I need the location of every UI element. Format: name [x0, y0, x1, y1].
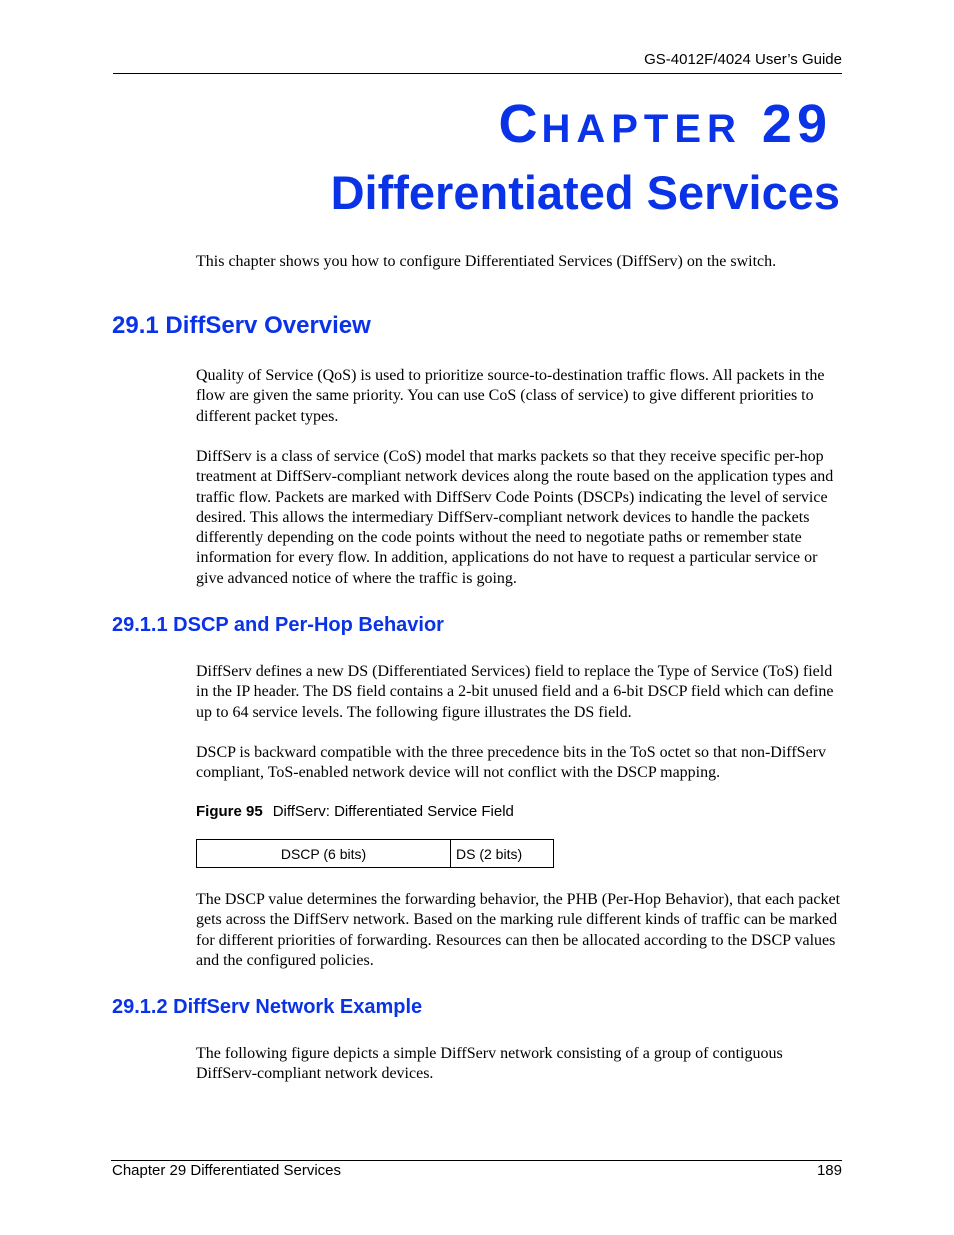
- paragraph-qos: Quality of Service (QoS) is used to prioritize source-to-destination traffic flows. All packets in the flow are given the same priority. You can use CoS (class of service) to give different priorities to different packet types.: [196, 367, 825, 425]
- paragraph-network-example: The following figure depicts a simple DiffServ network consisting of a group of contiguous DiffServ-compliant network devices.: [196, 1045, 783, 1083]
- header-rule: [113, 73, 842, 74]
- paragraph-diffserv-model: DiffServ is a class of service (CoS) model that marks packets so that they receive specific per-hop treatment at DiffServ-compliant network devices along the route based on the application types and traffic flow. Packets are marked with DiffServ Code Points (DSCPs) indicating the level of service desired. This allows the intermediary DiffServ-compliant network devices to handle the packets differently depending on the code points without the need to negotiate paths or remember state information for every flow. In addition, applications do not have to request a particular service or give advanced notice of where the traffic is going.: [196, 448, 834, 587]
- chapter-label-rest: HAPTER: [541, 107, 742, 151]
- ds-field-diagram: [196, 839, 554, 868]
- footer-chapter-title: Chapter 29 Differentiated Services: [112, 1162, 342, 1179]
- ds-bits-cell: DS (2 bits): [456, 845, 523, 862]
- section-heading-29-1-2: 29.1.2 DiffServ Network Example: [112, 996, 423, 1018]
- section-heading-29-1-1: 29.1.1 DSCP and Per-Hop Behavior: [112, 614, 444, 636]
- running-header: GS-4012F/4024 User’s Guide: [644, 51, 842, 68]
- footer-rule: [111, 1160, 842, 1161]
- figure-caption: [196, 803, 514, 820]
- chapter-number: 29: [761, 94, 832, 154]
- chapter-title: Differentiated Services: [330, 166, 840, 219]
- section-heading-29-1: 29.1 DiffServ Overview: [112, 312, 371, 339]
- figure-caption-text: DiffServ: Differentiated Service Field: [272, 803, 514, 820]
- figure-label: Figure 95: [196, 803, 263, 820]
- paragraph-ds-field: DiffServ defines a new DS (Differentiated Services) field to replace the Type of Service (ToS) field in the IP header. The DS field contains a 2-bit unused field and a 6-bit DSCP field which can define up to 64 service levels. The following figure illustrates the DS field.: [196, 663, 834, 721]
- chapter-label-initial: C: [498, 94, 542, 154]
- dscp-bits-cell: DSCP (6 bits): [197, 840, 451, 867]
- paragraph-backward-compatible: DSCP is backward compatible with the three precedence bits in the ToS octet so that non-DiffServ compliant, ToS-enabled network device will not conflict with the DSCP mapping.: [196, 744, 826, 782]
- page-number: 189: [816, 1162, 842, 1179]
- intro-paragraph: This chapter shows you how to configure Differentiated Services (DiffServ) on the switch.: [196, 253, 777, 270]
- chapter-label: [498, 94, 832, 154]
- paragraph-dscp-value: The DSCP value determines the forwarding behavior, the PHB (Per-Hop Behavior), that each packet gets across the DiffServ network. Based on the marking rule different kinds of traffic can be marked for different priorities of forwarding. Resources can then be allocated according to the DSCP values and the configured policies.: [196, 891, 841, 969]
